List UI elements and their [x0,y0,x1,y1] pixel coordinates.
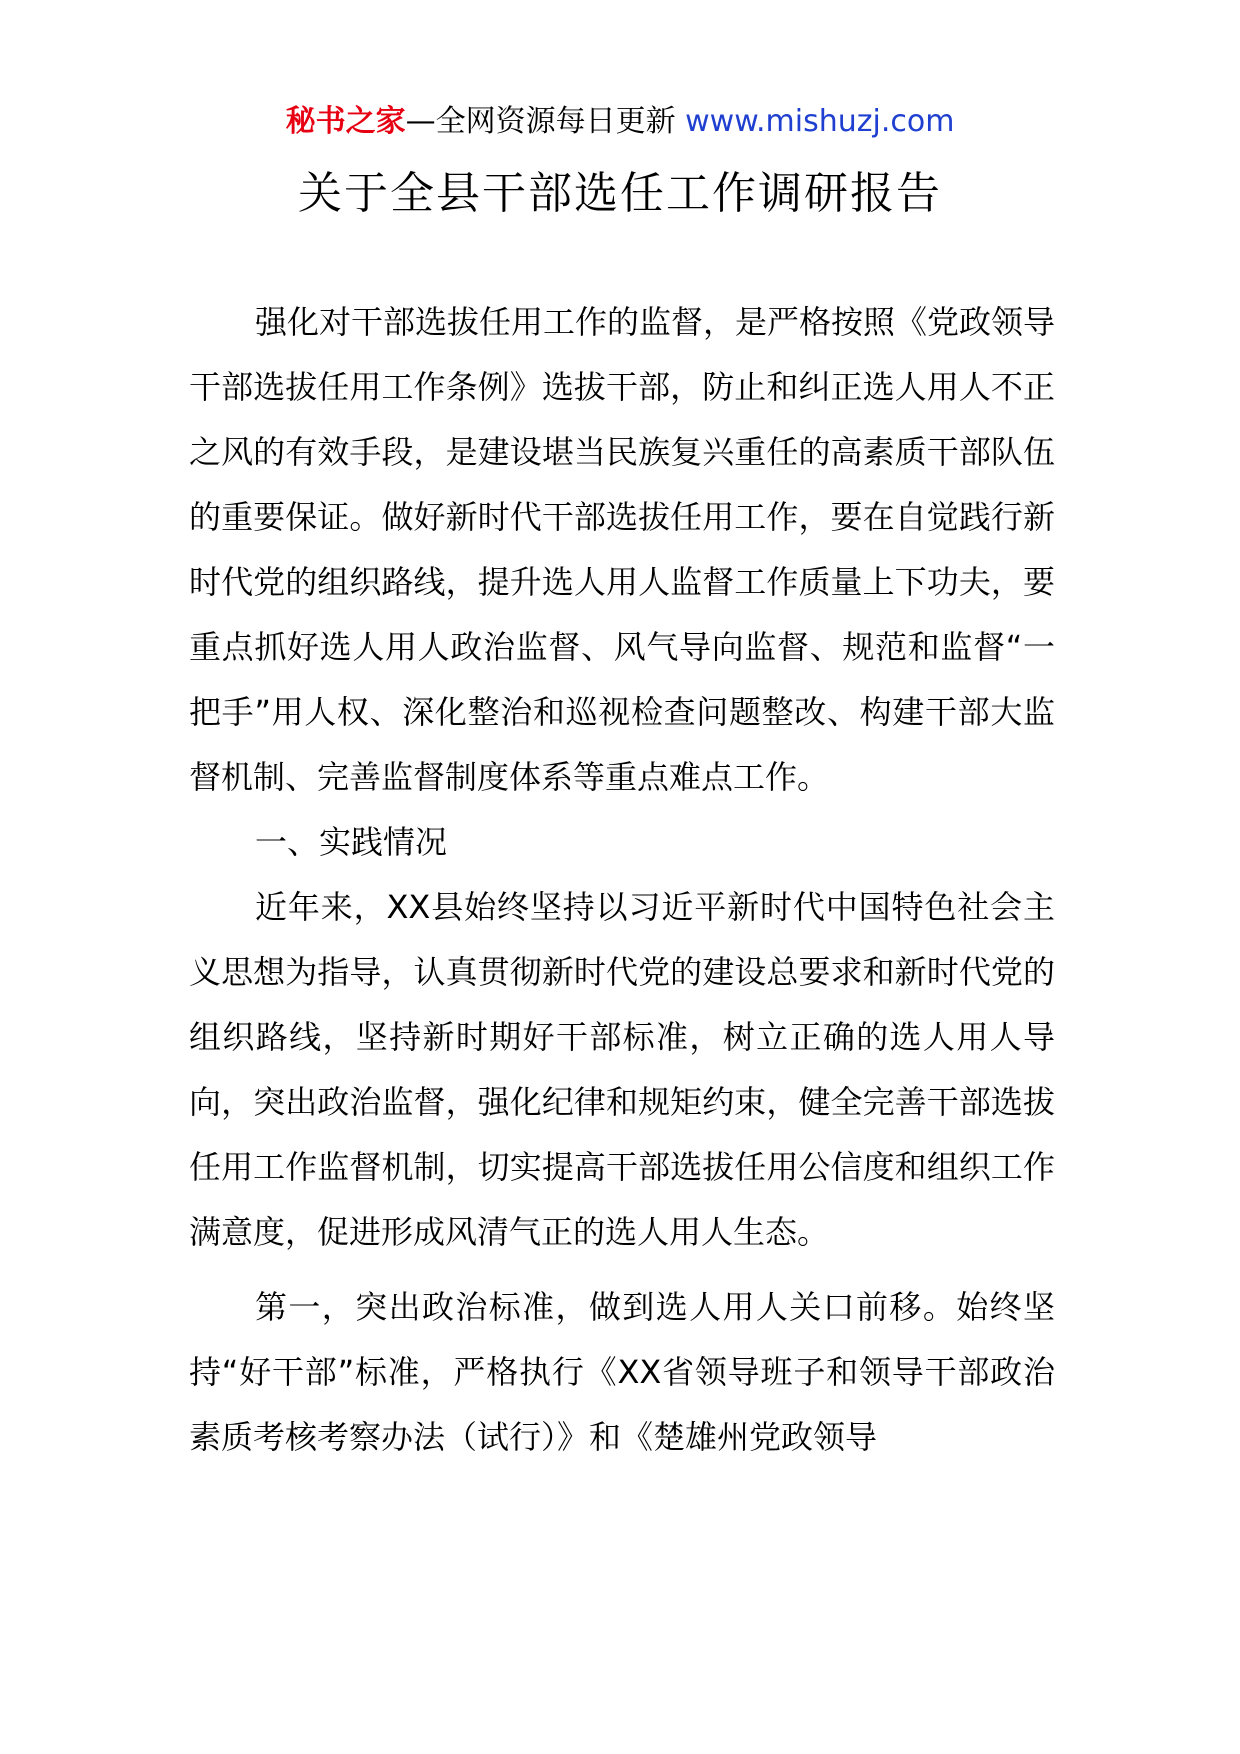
banner-url-link[interactable]: www.mishuzj.com [685,104,955,139]
section-heading: 一、实践情况 [255,823,448,861]
body-paragraph: 第一，突出政治标准，做到选人用人关口前移。始终坚持“好干部”标准，严格执行《XX省领导班子和领导干部政治素质考核考察办法（试行）》和《楚雄州党政领导 [189,1288,1055,1456]
document-body [189,290,1055,1470]
body-paragraph: 近年来，XX县始终坚持以习近平新时代中国特色社会主义思想为指导，认真贯彻新时代党的建设总要求和新时代党的组织路线，坚持新时期好干部标准，树立正确的选人用人导向，突出政治监督，强化纪律和规矩约束，健全完善干部选拔任用工作监督机制，切实提高干部选拔任用公信度和组织工作满意度，促进形成风清气正的选人用人生态。 [189,888,1055,1251]
banner-brand: 秘书之家 [285,104,406,139]
site-banner [0,100,1240,144]
document-title: 关于全县干部选任工作调研报告 [298,168,942,219]
intro-paragraph: 强化对干部选拔任用工作的监督，是严格按照《党政领导干部选拔任用工作条例》选拔干部，防止和纠正选人用人不正之风的有效手段，是建设堪当民族复兴重任的高素质干部队伍的重要保证。做好新时代干部选拔任用工作，要在自觉践行新时代党的组织路线，提升选人用人监督工作质量上下功夫，要重点抓好选人用人政治监督、风气导向监督、规范和监督“一把手”用人权、深化整治和巡视检查问题整改、构建干部大监督机制、完善监督制度体系等重点难点工作。 [189,303,1056,796]
banner-tagline: —全网资源每日更新 [405,104,676,139]
